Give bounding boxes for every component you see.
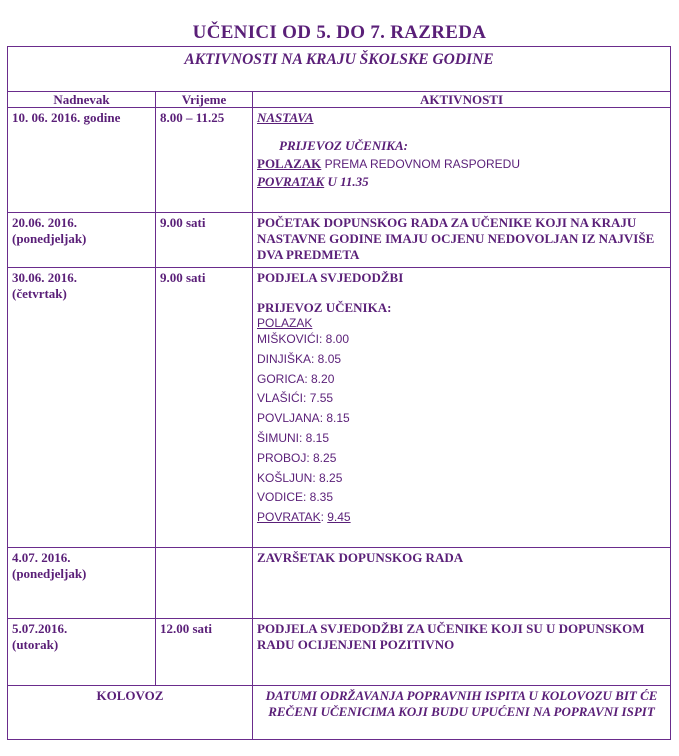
time-text: 12.00 sati — [160, 621, 212, 636]
return-text: U 11.35 — [324, 174, 369, 189]
stop-item: DINJIŠKA: 8.05 — [257, 351, 342, 366]
time-cell — [156, 268, 253, 548]
activity-cell: ZAVRŠETAK DOPUNSKOG RADA — [253, 548, 671, 619]
table-row — [8, 268, 671, 548]
date-text: 4.07. 2016. — [12, 550, 71, 565]
table-subtitle: AKTIVNOSTI NA KRAJU ŠKOLSKE GODINE — [8, 47, 671, 92]
header-activities: AKTIVNOSTI — [253, 92, 671, 108]
time-cell — [156, 548, 253, 619]
activity-title: NASTAVA — [257, 110, 314, 125]
footer-month: KOLOVOZ — [8, 686, 253, 740]
stop-item: MIŠKOVIĆI: 8.00 — [257, 332, 350, 346]
transport-title: PRIJEVOZ UČENIKA: — [279, 138, 408, 153]
header-row — [8, 92, 671, 108]
time-text: 9.00 sati — [160, 215, 206, 230]
date-text: 30.06. 2016. — [12, 270, 77, 285]
date-day: (ponedjeljak) — [12, 231, 87, 246]
time-text: 9.00 sati — [160, 270, 206, 285]
departure-label: POLAZAK — [257, 316, 313, 330]
page-title: UČENICI OD 5. DO 7. RAZREDA — [192, 22, 487, 43]
return-time: 9.45 — [327, 510, 351, 525]
schedule-table — [7, 46, 671, 740]
stop-item: GORICA: 8.20 — [257, 371, 335, 386]
return-label: POVRATAK — [257, 174, 325, 189]
header-time: Vrijeme — [156, 92, 253, 108]
time-cell — [156, 619, 253, 686]
stop-item: POVLJANA: 8.15 — [257, 411, 350, 426]
date-day: (četvrtak) — [12, 286, 67, 301]
table-row-footer — [8, 686, 671, 740]
time-cell — [156, 108, 253, 213]
date-cell — [8, 213, 156, 268]
date-day: (utorak) — [12, 637, 59, 652]
stop-item: ŠIMUNI: 8.15 — [257, 430, 330, 445]
time-cell — [156, 213, 253, 268]
activity-cell — [253, 268, 671, 548]
departure-text: PREMA REDOVNOM RASPOREDU — [321, 157, 520, 171]
date-cell — [8, 108, 156, 213]
date-text: 20.06. 2016. — [12, 215, 77, 230]
header-date: Nadnevak — [8, 92, 156, 108]
table-row — [8, 619, 671, 686]
table-row — [8, 213, 671, 268]
activity-cell: POČETAK DOPUNSKOG RADA ZA UČENIKE KOJI NA KRAJU NASTAVNE GODINE IMAJU OCJENU NEDOVOLJAN IZ NAJVIŠE DVA PREDMETA — [253, 213, 671, 268]
transport-title: PRIJEVOZ UČENIKA: — [257, 300, 392, 315]
activity-cell: PODJELA SVJEDODŽBI ZA UČENIKE KOJI SU U DOPUNSKOM RADU OCIJENJENI POZITIVNO — [253, 619, 671, 686]
activity-cell — [253, 108, 671, 213]
footer-note: DATUMI ODRŽAVANJA POPRAVNIH ISPITA U KOLOVOZU BIT ĆE REČENI UČENICIMA KOJI BUDU UPUĆENI NA POPRAVNI ISPIT — [253, 686, 671, 740]
table-row — [8, 108, 671, 213]
date-cell — [8, 548, 156, 619]
stop-item: VLAŠIĆI: 7.55 — [257, 391, 334, 406]
date-text: 10. 06. 2016. godine — [12, 110, 121, 125]
return-label: POVRATAK — [257, 510, 321, 525]
time-text: 8.00 – 11.25 — [160, 110, 225, 125]
departure-label: POLAZAK — [257, 156, 322, 171]
stop-item: KOŠLJUN: 8.25 — [257, 470, 343, 485]
date-cell — [8, 619, 156, 686]
date-text: 5.07.2016. — [12, 621, 68, 636]
stop-item: VODICE: 8.35 — [257, 490, 334, 505]
date-day: (ponedjeljak) — [12, 566, 87, 581]
activity-title: PODJELA SVJEDODŽBI — [257, 270, 404, 285]
return-separator: : — [320, 510, 328, 525]
table-row — [8, 548, 671, 619]
date-cell — [8, 268, 156, 548]
stop-item: PROBOJ: 8.25 — [257, 450, 337, 465]
